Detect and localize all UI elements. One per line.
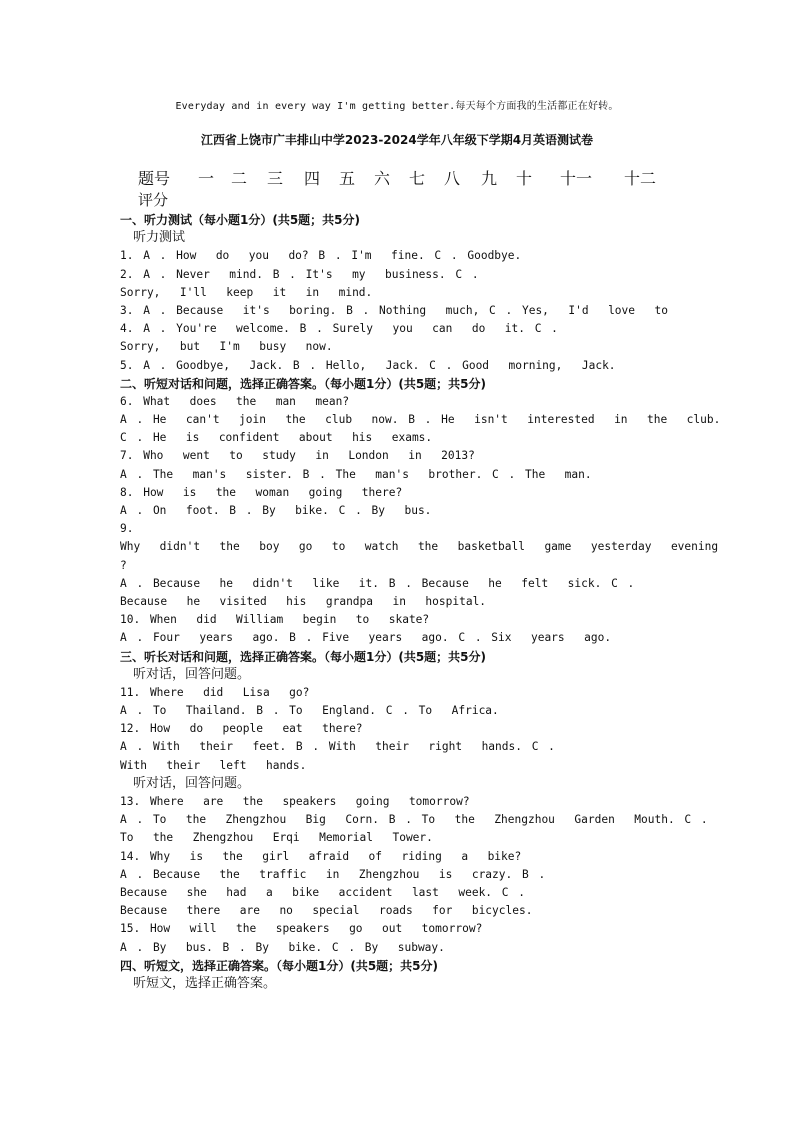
question-line: 3. A . Because it's boring. B . Nothing much, C . Yes, I'd love to [120, 303, 668, 317]
score-col-1: 一 [198, 169, 215, 188]
question-line: A . He can't join the club now. B . He isn't interested in the club. [120, 413, 721, 427]
question-line: A . To Thailand. B . To England. C . To Africa. [120, 704, 499, 718]
section-heading: 四、听短文，选择正确答案。（每小题1分）(共5题；共5分) [120, 958, 439, 973]
question-line: 8. How is the woman going there? [120, 485, 403, 499]
section-instruction: 听力测试 [133, 230, 186, 246]
section-heading: 一、听力测试（每小题1分）(共5题；共5分) [120, 213, 361, 227]
score-row-label: 评分 [138, 191, 169, 209]
question-line: To the Zhengzhou Erqi Memorial Tower. [120, 831, 433, 845]
score-col-10: 十 [516, 169, 533, 188]
question-line: 7. Who went to study in London in 2013? [120, 449, 475, 463]
score-col-2: 二 [231, 169, 248, 188]
question-line: 15. How will the speakers go out tomorrow? [120, 922, 483, 936]
question-line: A . On foot. B . By bike. C . By bus. [120, 504, 432, 517]
question-line: 5. A . Goodbye, Jack. B . Hello, Jack. C . Good morning, Jack. [120, 358, 616, 372]
score-header-label: 题号 [138, 169, 171, 188]
question-line: 4. A . You're welcome. B . Surely you can do it. C . [120, 322, 558, 336]
question-line: 14. Why is the girl afraid of riding a bike? [120, 849, 522, 863]
exam-title: 江西省上饶市广丰排山中学2023-2024学年八年级下学期4月英语测试卷 [200, 133, 594, 147]
score-col-8: 八 [444, 169, 461, 188]
question-line: 13. Where are the speakers going tomorrow? [120, 795, 470, 808]
question-line: Because there are no special roads for bicycles. [120, 904, 533, 918]
question-line: With their left hands. [120, 758, 307, 772]
score-col-6: 六 [374, 169, 391, 188]
question-line: A . By bus. B . By bike. C . By subway. [120, 940, 445, 954]
section-instruction: 听对话，回答问题。 [133, 666, 251, 682]
question-line: Because she had a bike accident last week. C . [120, 885, 525, 899]
question-line: A . Because the traffic in Zhengzhou is crazy. B . [120, 867, 546, 881]
question-line: Because he visited his grandpa in hospital. [120, 594, 487, 608]
section-instruction: 听对话，回答问题。 [133, 775, 251, 791]
score-col-7: 七 [409, 169, 426, 188]
question-line: A . Four years ago. B . Five years ago. C . Six years ago. [120, 631, 612, 645]
section-instruction: 听短文，选择正确答案。 [133, 975, 277, 991]
question-list [120, 211, 721, 993]
question-line: Sorry, but I'm busy now. [120, 340, 333, 354]
question-line: 12. How do people eat there? [120, 722, 363, 736]
score-col-12: 十二 [624, 169, 657, 188]
question-line: 1. A . How do you do? B . I'm fine. C . Goodbye. [120, 249, 522, 263]
question-line: A . Because he didn't like it. B . Because he felt sick. C . [120, 576, 635, 590]
section-heading: 三、听长对话和问题，选择正确答案。（每小题1分）(共5题；共5分) [120, 649, 487, 664]
score-col-3: 三 [267, 169, 284, 188]
question-line: C . He is confident about his exams. [120, 431, 433, 445]
question-line: Why didn't the boy go to watch the basketball game yesterday evening [120, 540, 719, 554]
score-col-5: 五 [339, 169, 356, 188]
question-line: A . With their feet. B . With their right hands. C . [120, 740, 555, 754]
score-col-9: 九 [481, 169, 498, 188]
question-line: Sorry, I'll keep it in mind. [120, 285, 373, 299]
question-line: 2. A . Never mind. B . It's my business. C . [120, 267, 479, 281]
question-line: A . The man's sister. B . The man's brother. C . The man. [120, 467, 592, 481]
question-line: A . To the Zhengzhou Big Corn. B . To the Zhengzhou Garden Mouth. C . [120, 813, 708, 827]
score-col-4: 四 [304, 169, 321, 188]
question-line: 10. When did William begin to skate? [120, 613, 430, 627]
score-col-11: 十一 [560, 169, 593, 188]
question-line: 9. [120, 522, 134, 536]
question-line: ? [120, 558, 127, 572]
score-table-header [138, 166, 678, 188]
motto-text: Everyday and in every way I'm getting better.每天每个方面我的生活都正在好转。 [175, 101, 619, 112]
section-heading: 二、听短对话和问题，选择正确答案。（每小题1分）(共5题；共5分) [120, 376, 487, 391]
question-line: 6. What does the man mean? [120, 394, 350, 408]
question-line: 11. Where did Lisa go? [120, 685, 310, 699]
